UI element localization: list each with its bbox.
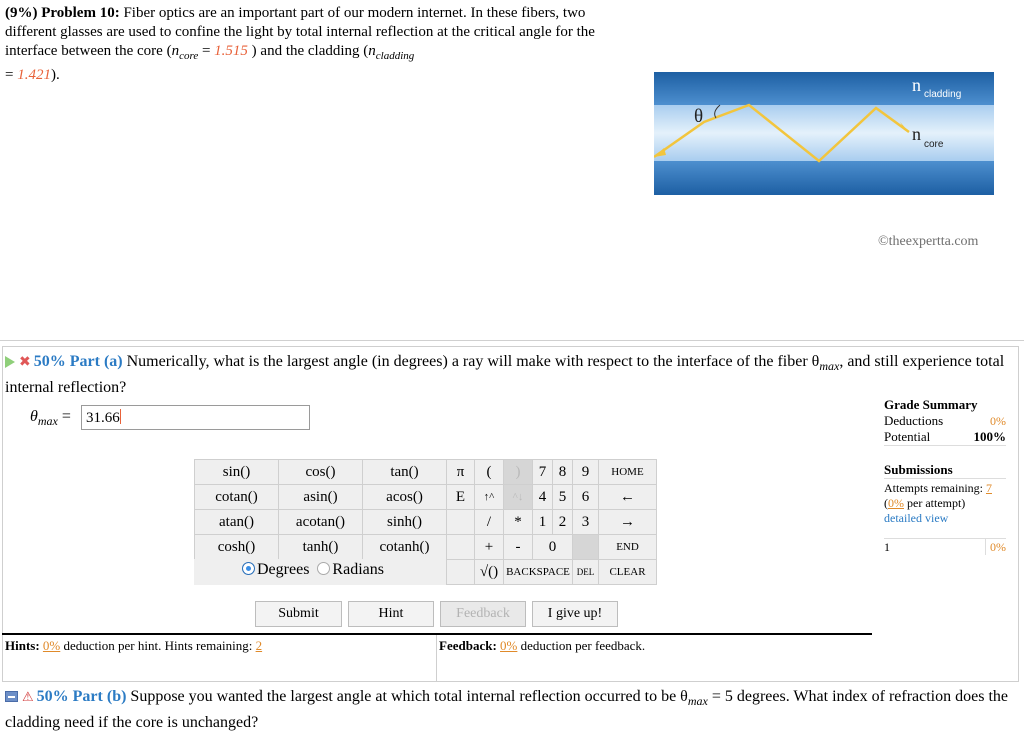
section-divider [0,340,1024,341]
numeric-keypad [446,459,657,585]
attempts-label: Attempts remaining: [884,481,983,495]
submission-number: 1 [884,540,890,554]
key-atan[interactable]: atan() [195,510,279,535]
attempts-value: 7 [985,481,992,495]
theta-symbol: θ [694,106,704,127]
feedback-percent: 0% [500,638,518,653]
key-end[interactable]: END [599,535,657,560]
key-7[interactable]: 7 [533,460,553,485]
problem-text-1: Fiber optics are an important part of our modern internet. In these fibers, two different glasses are used to confine the light by total internal reflection at the critical angle for the interface between the core ( [5,5,595,59]
n-cladding-label-sub: cladding [924,89,962,100]
key-cotan[interactable]: cotan() [195,485,279,510]
function-keypad [194,459,447,560]
key-0[interactable]: 0 [533,535,573,560]
key-blank-3 [573,535,599,560]
key-up-power[interactable]: ↑^ [475,485,504,510]
hints-info [5,638,262,654]
n-cladding-label: n [912,75,921,95]
key-5[interactable]: 5 [553,485,573,510]
grade-summary [884,397,1006,555]
potential-value: 100% [973,429,1006,444]
fiber-diagram [654,72,994,195]
key-home[interactable]: HOME [599,460,657,485]
key-right-arrow[interactable]: → [599,510,657,535]
key-multiply[interactable]: * [504,510,533,535]
key-pi[interactable]: π [447,460,475,485]
n-core-label: n [912,124,921,144]
grade-summary-title: Grade Summary [884,397,978,412]
problem-title: Problem 10: [41,5,120,21]
submission-row [884,538,1006,555]
problem-percent: (9%) [5,5,38,21]
key-e[interactable]: E [447,485,475,510]
detailed-view-link[interactable]: detailed view [884,511,949,525]
key-close-paren[interactable]: ) [504,460,533,485]
equals-1: = [198,43,215,59]
fiber-core [654,105,994,161]
feedback-info [439,638,645,654]
hints-text: deduction per hint. Hints remaining: [63,638,253,653]
expand-play-icon[interactable] [5,356,15,368]
text-caret [120,409,121,424]
part-b-question-sub: max [687,694,708,709]
key-blank-2 [447,535,475,560]
theta-equals: = [57,408,71,425]
feedback-label: Feedback: [439,638,497,653]
warning-icon: ⚠ [22,690,34,705]
key-sqrt[interactable]: √() [475,560,504,585]
key-clear[interactable]: CLEAR [599,560,657,585]
answer-variable-label [30,408,71,429]
part-a-percent: 50% [33,353,66,370]
key-2[interactable]: 2 [553,510,573,535]
problem-statement [5,4,625,85]
fiber-optic-figure [654,72,994,195]
deductions-value: 0% [990,414,1006,428]
radians-label: Radians [332,561,384,578]
potential-label: Potential [884,429,931,444]
key-backspace[interactable]: BACKSPACE [504,560,573,585]
theta-var-sub: max [37,414,58,429]
key-blank-4 [447,560,475,585]
n-core-symbol: n [171,43,180,59]
n-core-subscript: core [179,50,199,62]
per-attempt-pct: 0% [888,496,904,510]
hints-divider [2,633,872,635]
n-cladding-symbol: n [368,43,376,59]
per-attempt-text: per attempt) [907,496,966,510]
answer-value: 31.66 [86,410,120,426]
hints-label: Hints: [5,638,40,653]
angle-unit-selector [194,559,446,585]
key-divide[interactable]: / [475,510,504,535]
part-a-question-end: , and still experience total internal reflection? [5,353,1005,397]
key-acos[interactable]: acos() [363,485,447,510]
degrees-label: Degrees [257,561,310,578]
n-core-label-sub: core [924,139,944,150]
give-up-button[interactable]: I give up! [532,601,618,627]
key-9[interactable]: 9 [573,460,599,485]
radians-radio[interactable] [317,562,330,575]
key-1[interactable]: 1 [533,510,553,535]
part-b-question-2: = 5 degrees. What index of refraction does the cladding need if the core is unchanged? [5,688,1008,732]
key-sinh[interactable]: sinh() [363,510,447,535]
key-asin[interactable]: asin() [279,485,363,510]
key-blank-1 [447,510,475,535]
key-6[interactable]: 6 [573,485,599,510]
equals-2: = [5,67,18,83]
key-tan[interactable]: tan() [363,460,447,485]
part-a-question-sub: max [819,359,840,374]
problem-text-2: ) and the cladding ( [247,43,369,59]
degrees-radio[interactable] [242,562,255,575]
key-down-power[interactable]: ^↓ [504,485,533,510]
image-credit: ©theexpertta.com [878,234,979,249]
part-b-question-1: Suppose you wanted the largest angle at which total internal reflection occurred to be θ [130,688,688,705]
answer-input[interactable] [81,405,310,430]
deductions-label: Deductions [884,413,944,428]
key-tanh[interactable]: tanh() [279,535,363,560]
feedback-button: Feedback [440,601,526,627]
submissions-title: Submissions [884,462,1006,479]
key-open-paren[interactable]: ( [475,460,504,485]
key-minus[interactable]: - [504,535,533,560]
key-cotanh[interactable]: cotanh() [363,535,447,560]
hint-button[interactable]: Hint [348,601,434,627]
key-8[interactable]: 8 [553,460,573,485]
key-3[interactable]: 3 [573,510,599,535]
hints-percent: 0% [42,638,61,653]
hints-remaining: 2 [255,638,263,653]
key-del[interactable]: DEL [573,560,599,585]
n-cladding-subscript: cladding [375,50,415,62]
collapse-minus-icon[interactable] [5,691,18,702]
hints-feedback-divider [436,635,437,682]
key-plus[interactable]: + [475,535,504,560]
part-b-header [5,686,1015,734]
theta-var: θ [30,408,38,425]
key-sin[interactable]: sin() [195,460,279,485]
feedback-text: deduction per feedback. [520,638,646,653]
key-left-arrow[interactable]: ← [599,485,657,510]
deductions-row [884,413,1006,429]
part-a-label: Part (a) [69,353,123,370]
key-4[interactable]: 4 [533,485,553,510]
attempts-info: Attempts remaining: 7 (0% per attempt) detailed view [884,481,992,525]
problem-text-3: ). [50,67,60,83]
key-acotan[interactable]: acotan() [279,510,363,535]
key-cos[interactable]: cos() [279,460,363,485]
key-cosh[interactable]: cosh() [195,535,279,560]
part-a-question: Numerically, what is the largest angle (in degrees) a ray will make with respect to the interface of the fiber θ [126,353,820,370]
part-b-label: Part (b) [72,688,127,705]
part-b-percent: 50% [36,688,69,705]
n-core-value: 1.515 [214,43,248,59]
n-cladding-value: 1.421 [17,67,51,83]
submit-button[interactable]: Submit [255,601,342,627]
submission-percent: 0% [985,539,1006,555]
part-a-header [5,351,1005,399]
cladding-bottom [654,161,994,195]
potential-row [884,429,1006,446]
incorrect-x-icon: ✖ [19,354,31,370]
